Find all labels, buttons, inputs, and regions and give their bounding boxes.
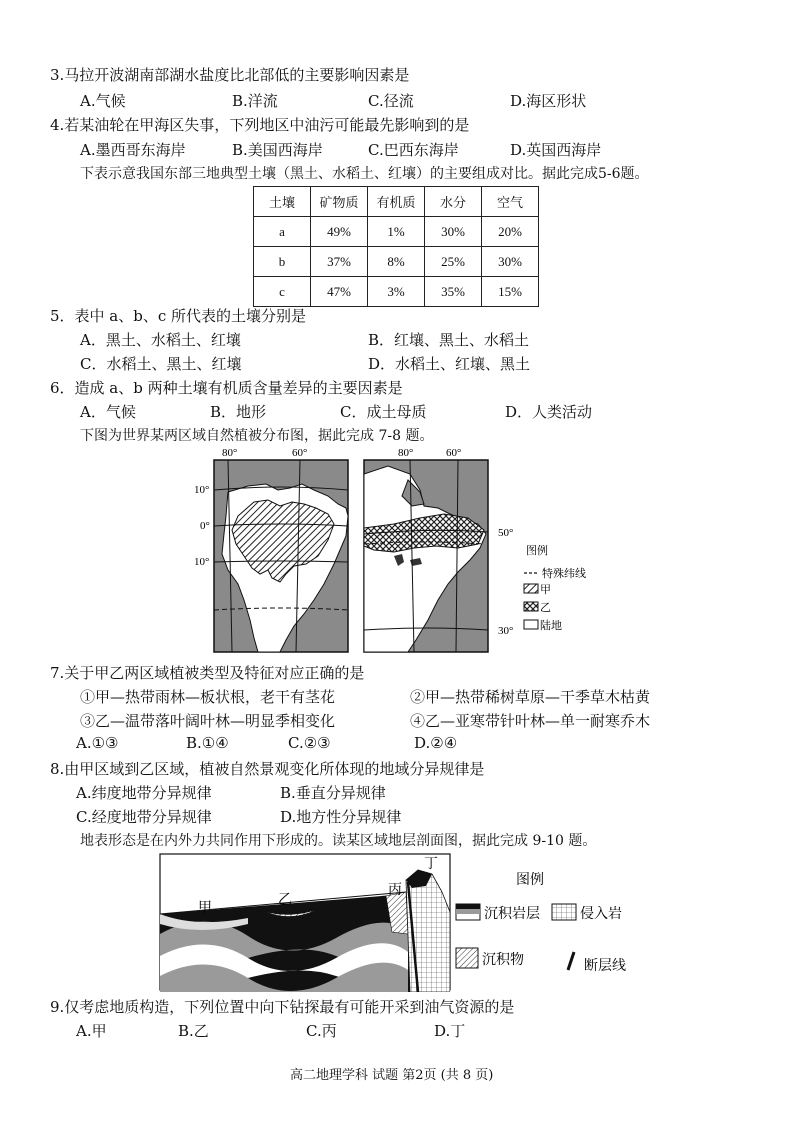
q7-statement-3: ③乙—温带落叶阔叶林—明显季相变化 (80, 712, 336, 730)
table-header-cell: 有机质 (368, 187, 425, 217)
table-cell: 30% (482, 247, 539, 277)
left-map (214, 460, 348, 652)
right-lat-50: 50° (498, 527, 514, 539)
map-legend-special-parallel: 特殊纬线 (542, 567, 586, 580)
q9-option-b: B.乙 (178, 1022, 209, 1040)
left-lat-10s: 10° (194, 556, 210, 568)
q6-option-c: C．成土母质 (340, 403, 427, 421)
q6-stem: 6．造成 a、b 两种土壤有机质含量差异的主要因素是 (50, 379, 403, 397)
q7-option-d: D.②④ (414, 734, 458, 752)
map-legend-land: 陆地 (540, 619, 562, 632)
intro-7-8: 下图为世界某两区域自然植被分布图，据此完成 7-8 题。 (80, 428, 434, 444)
q6-option-b: B．地形 (210, 403, 267, 421)
table-header-cell: 矿物质 (311, 187, 368, 217)
table-cell: 25% (425, 247, 482, 277)
intro-9-10: 地表形态是在内外力共同作用下形成的。读某区域地层剖面图，据此完成 9-10 题。 (80, 833, 597, 849)
q5-option-d: D．水稻土、红壤、黑土 (368, 355, 531, 373)
table-row (254, 277, 539, 307)
q5-option-a: A．黑土、水稻土、红壤 (80, 331, 241, 349)
table-cell: 37% (311, 247, 368, 277)
left-lat-0: 0° (200, 520, 210, 532)
page-footer: 高二地理学科 试题 第2页 (共 8 页) (290, 1068, 494, 1083)
q4-stem: 4.若某油轮在甲海区失事，下列地区中油污可能最先影响到的是 (50, 116, 470, 134)
section-legend-intrusive: 侵入岩 (580, 906, 622, 922)
table-cell: 49% (311, 217, 368, 247)
table-cell: 35% (425, 277, 482, 307)
table-cell: c (254, 277, 311, 307)
section-legend-title: 图例 (516, 872, 544, 888)
section-legend-strata: 沉积岩层 (484, 906, 540, 922)
table-cell: 20% (482, 217, 539, 247)
cross-section-figure (156, 852, 656, 994)
left-lat-10n: 10° (194, 484, 210, 496)
q5-stem: 5．表中 a、b、c 所代表的土壤分别是 (50, 307, 307, 325)
q4-option-c: C.巴西东海岸 (368, 141, 459, 159)
table-header-cell: 空气 (482, 187, 539, 217)
legend-yi-swatch (524, 602, 538, 611)
q7-statement-1: ①甲—热带雨林—板状根，老干有茎花 (80, 688, 336, 706)
q6-option-d: D．人类活动 (505, 403, 593, 421)
legend-strata-band-2 (456, 909, 480, 914)
q8-stem: 8.由甲区域到乙区域，植被自然景观变化所体现的地域分异规律是 (50, 760, 485, 778)
q3-option-c: C.径流 (368, 92, 414, 110)
q9-stem: 9.仅考虑地质构造，下列位置中向下钻探最有可能开采到油气资源的是 (50, 998, 515, 1016)
q5-option-c: C．水稻土、黑土、红壤 (80, 355, 242, 373)
vegetation-map-figure (188, 444, 608, 656)
left-lon-60: 60° (292, 447, 308, 459)
right-lat-30: 30° (498, 625, 514, 637)
table-cell: a (254, 217, 311, 247)
table-cell: 8% (368, 247, 425, 277)
table-cell: 3% (368, 277, 425, 307)
legend-sediment-swatch (456, 948, 478, 968)
right-map (364, 460, 488, 652)
label-ding: 丁 (424, 856, 438, 872)
table-cell: 1% (368, 217, 425, 247)
q7-option-a: A.①③ (76, 734, 119, 752)
right-lon-80: 80° (398, 447, 414, 459)
q7-statement-4: ④乙—亚寒带针叶林—单一耐寒乔木 (410, 712, 651, 730)
map-legend-title: 图例 (526, 544, 548, 557)
q7-statement-2: ②甲—热带稀树草原—干季草木枯黄 (410, 688, 651, 706)
table-header-cell: 土壤 (254, 187, 311, 217)
intro-5-6: 下表示意我国东部三地典型土壤（黑土、水稻土、红壤）的主要组成对比。据此完成5-6题。 (80, 166, 649, 182)
q4-option-b: B.美国西海岸 (232, 141, 323, 159)
q9-option-c: C.丙 (306, 1022, 337, 1040)
q7-stem: 7.关于甲乙两区域植被类型及特征对应正确的是 (50, 664, 365, 682)
map-legend-jia: 甲 (540, 583, 551, 596)
table-cell: b (254, 247, 311, 277)
legend-strata-band-1 (456, 904, 480, 909)
q4-option-d: D.英国西海岸 (510, 141, 602, 159)
q3-stem: 3.马拉开波湖南部湖水盐度比北部低的主要影响因素是 (50, 66, 410, 84)
q4-option-a: A.墨西哥东海岸 (80, 141, 186, 159)
section-legend-sediment: 沉积物 (482, 952, 524, 968)
soil-table (253, 186, 539, 307)
table-header-cell: 水分 (425, 187, 482, 217)
left-lon-80: 80° (222, 447, 238, 459)
q8-option-b: B.垂直分异规律 (280, 784, 386, 802)
soil-table-header (254, 187, 539, 217)
right-lon-60: 60° (446, 447, 462, 459)
table-cell: 47% (311, 277, 368, 307)
q7-option-c: C.②③ (288, 734, 331, 752)
label-bing: 丙 (388, 882, 402, 898)
q6-option-a: A．气候 (80, 403, 136, 421)
table-row (254, 247, 539, 277)
table-cell: 30% (425, 217, 482, 247)
legend-jia-swatch (524, 584, 538, 593)
q7-option-b: B.①④ (186, 734, 229, 752)
q9-option-d: D.丁 (434, 1022, 466, 1040)
map-legend-yi: 乙 (540, 601, 551, 614)
q3-option-d: D.海区形状 (510, 92, 587, 110)
legend-intrusive-swatch (552, 904, 576, 920)
table-row (254, 217, 539, 247)
label-jia: 甲 (198, 900, 212, 916)
legend-fault-swatch (568, 952, 574, 970)
q8-option-a: A.纬度地带分异规律 (76, 784, 212, 802)
q3-option-b: B.洋流 (232, 92, 278, 110)
q8-option-c: C.经度地带分异规律 (76, 808, 212, 826)
q3-option-a: A.气候 (80, 92, 126, 110)
section-legend-fault: 断层线 (584, 958, 626, 974)
q9-option-a: A.甲 (76, 1022, 107, 1040)
q5-option-b: B．红壤、黑土、水稻土 (368, 331, 530, 349)
legend-land-swatch (524, 620, 538, 629)
q8-option-d: D.地方性分异规律 (280, 808, 402, 826)
label-yi: 乙 (278, 892, 292, 908)
table-cell: 15% (482, 277, 539, 307)
